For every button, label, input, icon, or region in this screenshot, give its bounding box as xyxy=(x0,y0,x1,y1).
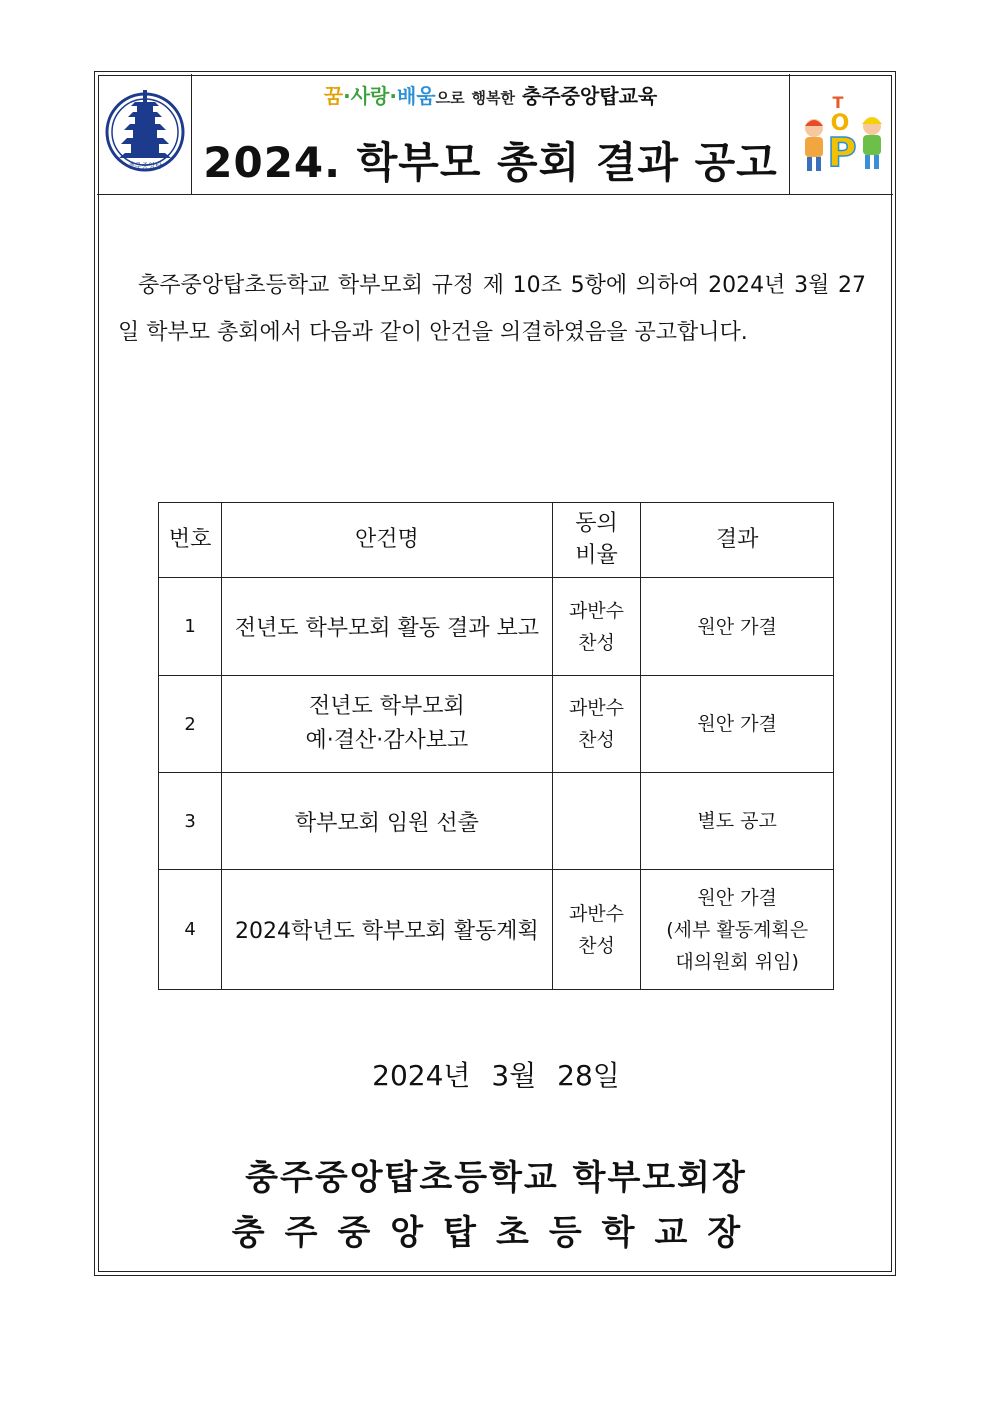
slogan-dot: · xyxy=(343,84,351,108)
slogan-dream: 꿈 xyxy=(323,84,344,108)
row-result xyxy=(641,676,834,773)
header-ratio xyxy=(552,503,641,578)
mascot-letter-t: T xyxy=(832,93,844,112)
table-row xyxy=(159,773,834,870)
row-name-line1: 2024학년도 학부모회 활동계획 xyxy=(235,919,539,944)
slogan-particle: 으로 xyxy=(435,89,465,107)
logo-text: 충주중앙탑 xyxy=(128,162,162,170)
row-name-line1: 전년도 학부모회 활동 결과 보고 xyxy=(234,616,540,641)
table-row xyxy=(159,578,834,676)
row-ratio xyxy=(552,676,641,773)
row-result xyxy=(641,870,834,990)
page-title: 2024. 학부모 총회 결과 공고 xyxy=(203,138,778,187)
logo-cell xyxy=(97,74,192,194)
row-result-line2: (세부 활동계획은 xyxy=(666,918,809,941)
slogan-happy: 행복한 xyxy=(471,89,516,107)
paragraph-text: 충주중앙탑초등학교 학부모회 규정 제 10조 5항에 의하여 2024년 3월 27일 학부모 총회에서 다음과 같이 안건을 의결하였음을 공고합니다. xyxy=(118,273,866,345)
row-num: 3 xyxy=(159,773,222,870)
header-name: 안건명 xyxy=(222,503,552,578)
row-name-line1: 학부모회 임원 선출 xyxy=(294,810,479,836)
header-num: 번호 xyxy=(159,503,222,578)
row-num: 2 xyxy=(159,676,222,773)
header-ratio-line1: 동의 xyxy=(575,511,618,536)
row-name xyxy=(222,578,552,676)
row-name xyxy=(222,870,552,990)
row-name xyxy=(222,676,552,773)
row-result-line1: 원안 가결 xyxy=(697,713,777,735)
slogan-brand: 충주중앙탑교육 xyxy=(521,84,658,108)
table-row xyxy=(159,676,834,773)
announcement-date: 2024년 3월 28일 xyxy=(372,1059,620,1092)
slogan-love: 사랑 xyxy=(350,84,390,108)
row-result xyxy=(641,578,834,676)
row-result-line3: 대의원회 위임) xyxy=(675,950,799,973)
row-result-line1: 원안 가결 xyxy=(697,886,777,909)
row-num: 1 xyxy=(159,578,222,676)
row-result-line1: 별도 공고 xyxy=(697,810,777,832)
mascot-cell xyxy=(789,74,893,194)
row-num: 4 xyxy=(159,870,222,990)
header-result: 결과 xyxy=(641,503,834,578)
row-ratio-line2: 찬성 xyxy=(578,729,615,751)
row-ratio-line1: 과반수 xyxy=(568,697,624,719)
row-name xyxy=(222,773,552,870)
row-result-line1: 원안 가결 xyxy=(697,615,777,638)
school-logo-icon xyxy=(97,74,192,194)
mascot-letter-o: O xyxy=(830,111,850,136)
signer-parent-association: 충주중앙탑초등학교 학부모회장 xyxy=(245,1158,747,1198)
row-ratio-line2: 찬성 xyxy=(578,934,615,957)
slogan-dot: · xyxy=(389,84,397,108)
signer-principal: 충주중앙탑초등학교장 xyxy=(231,1213,761,1253)
announcement-paragraph xyxy=(118,262,866,356)
mascot-letter-p: P xyxy=(827,130,857,176)
table-header-row xyxy=(159,503,834,578)
slogan xyxy=(192,80,789,109)
row-ratio xyxy=(552,870,641,990)
table-row xyxy=(159,870,834,990)
agenda-table xyxy=(158,502,834,990)
row-ratio xyxy=(552,773,641,870)
row-result xyxy=(641,773,834,870)
row-ratio-line1: 과반수 xyxy=(568,902,624,925)
header-ratio-line2: 비율 xyxy=(575,543,618,568)
header xyxy=(97,74,893,195)
row-ratio xyxy=(552,578,641,676)
row-ratio-line1: 과반수 xyxy=(568,599,624,622)
mascot-icon xyxy=(790,74,894,194)
row-name-line2: 예·결산·감사보고 xyxy=(305,728,469,753)
row-ratio-line2: 찬성 xyxy=(578,631,615,654)
slogan-learn: 배움 xyxy=(396,84,436,108)
row-name-line1: 전년도 학부모회 xyxy=(309,694,465,719)
